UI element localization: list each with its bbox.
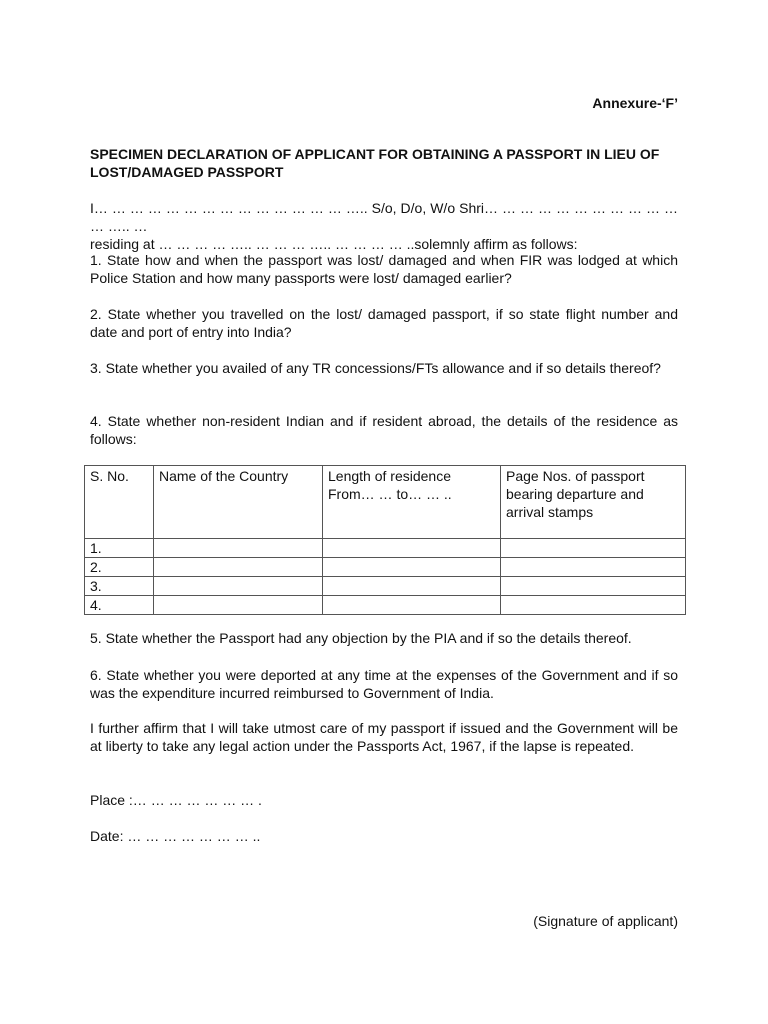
affirmation-text: I further affirm that I will take utmost care of my passport if issued and the Government will be at liberty to take any legal action under the Passports Act, 1967, if the lapse is repeated.: [90, 720, 678, 754]
question-5: 5. State whether the Passport had any objection by the PIA and if so the details thereof.: [90, 630, 632, 646]
table-header-row: [85, 466, 686, 539]
residence-table: [84, 465, 686, 615]
table-cell[interactable]: [154, 558, 323, 577]
table-cell[interactable]: [501, 577, 686, 596]
intro-line-1: I… … … … … … … … … … … … … … ….. S/o, D/o, W/o Shri… … … … … … … … … … … … ….. …: [90, 200, 678, 234]
signature-label: (Signature of applicant): [533, 913, 678, 929]
question-1: 1. State how and when the passport was lost/ damaged and when FIR was lodged at which Police Station and how many passports were lost/ damaged earlier?: [90, 252, 678, 286]
header-country: Name of the Country: [154, 466, 323, 539]
question-3: 3. State whether you availed of any TR concessions/FTs allowance and if so details thereof?: [90, 360, 661, 376]
annexure-label: Annexure-‘F’: [592, 95, 678, 111]
table-cell[interactable]: [154, 539, 323, 558]
table-cell[interactable]: [154, 596, 323, 615]
table-row: [85, 577, 686, 596]
intro-declaration: [90, 199, 678, 253]
place-field[interactable]: Place :… … … … … … … .: [90, 792, 262, 808]
table-cell[interactable]: [323, 577, 501, 596]
row-number: 3.: [85, 577, 154, 596]
question-6: 6. State whether you were deported at any time at the expenses of the Government and if so was the expenditure incurred reimbursed to Government of India.: [90, 667, 678, 701]
table-cell[interactable]: [501, 539, 686, 558]
table-cell[interactable]: [501, 558, 686, 577]
header-pages: Page Nos. of passport bearing departure and arrival stamps: [501, 466, 686, 539]
table-cell[interactable]: [501, 596, 686, 615]
row-number: 2.: [85, 558, 154, 577]
table-row: [85, 539, 686, 558]
table-row: [85, 596, 686, 615]
document-title: SPECIMEN DECLARATION OF APPLICANT FOR OBTAINING A PASSPORT IN LIEU OF LOST/DAMAGED PASSPORT: [90, 146, 660, 180]
header-length: Length of residence From… … to… … ..: [323, 466, 501, 539]
intro-line-2: residing at … … … … ….. … … … ….. … … … … ..solemnly affirm as follows:: [90, 236, 578, 252]
table-cell[interactable]: [154, 577, 323, 596]
table-row: [85, 558, 686, 577]
table-cell[interactable]: [323, 539, 501, 558]
row-number: 4.: [85, 596, 154, 615]
header-sno: S. No.: [85, 466, 154, 539]
question-4: 4. State whether non-resident Indian and if resident abroad, the details of the residence as follows:: [90, 413, 678, 447]
question-2: 2. State whether you travelled on the lost/ damaged passport, if so state flight number and date and port of entry into India?: [90, 306, 678, 340]
table-cell[interactable]: [323, 558, 501, 577]
row-number: 1.: [85, 539, 154, 558]
table-cell[interactable]: [323, 596, 501, 615]
date-field[interactable]: Date: … … … … … … … ..: [90, 828, 261, 844]
